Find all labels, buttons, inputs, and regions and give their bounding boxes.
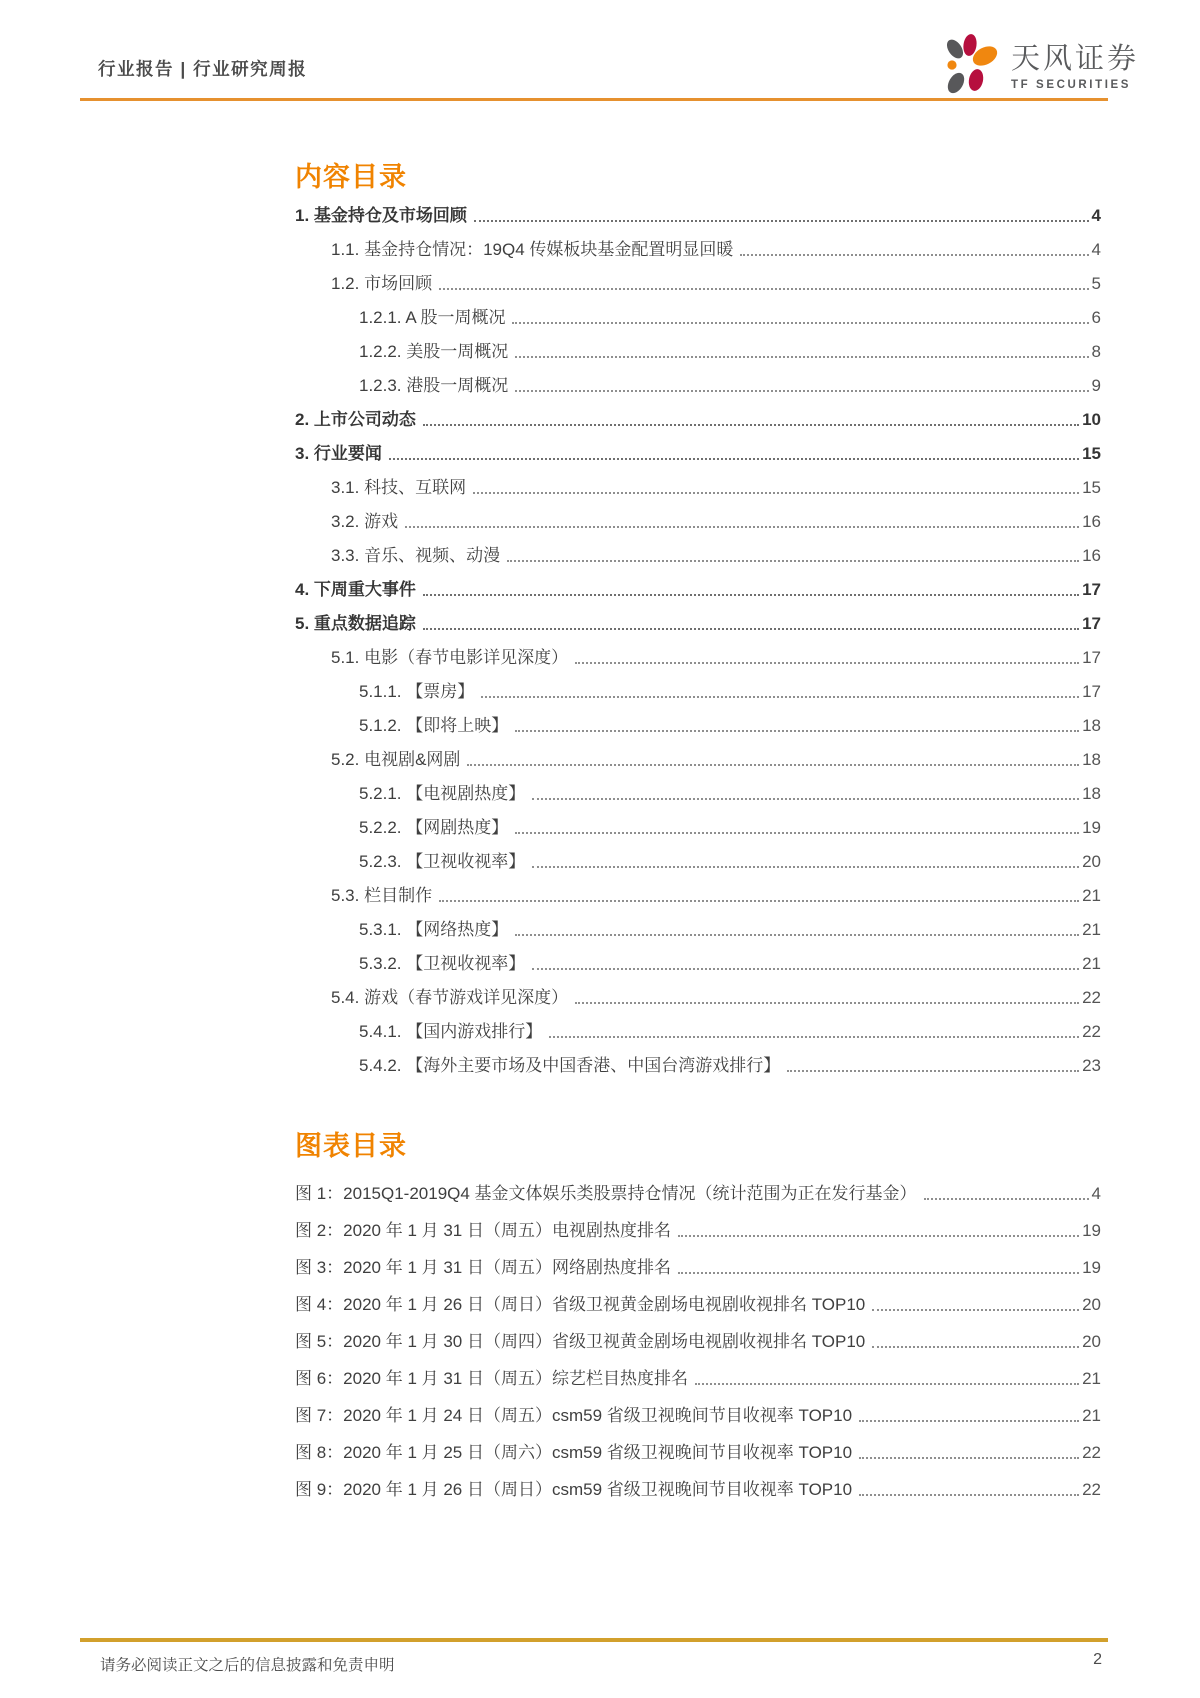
dot-leader (859, 1420, 1079, 1422)
logo-text (1011, 44, 1139, 91)
figure-entry[interactable] (295, 1470, 1101, 1507)
toc-entry[interactable] (295, 266, 1101, 300)
toc-entry-label: 5.2. 电视剧&网剧 (331, 750, 461, 770)
figure-entry-page: 22 (1082, 1480, 1101, 1500)
tf-flower-icon (942, 33, 1002, 102)
toc-entry[interactable] (295, 946, 1101, 980)
figure-entry-page: 20 (1082, 1332, 1101, 1352)
toc-entry[interactable] (295, 1048, 1101, 1082)
dot-leader (405, 526, 1079, 528)
dot-leader (532, 866, 1079, 868)
dot-leader (474, 220, 1089, 222)
toc-entry-page: 17 (1082, 682, 1101, 702)
header-rule (80, 98, 1108, 101)
toc-entry-page: 21 (1082, 920, 1101, 940)
footer-disclaimer: 请务必阅读正文之后的信息披露和免责申明 (100, 1657, 395, 1674)
toc-entry-label: 5.2.3. 【卫视收视率】 (359, 852, 526, 872)
dot-leader (549, 1036, 1079, 1038)
toc-entry-label: 1.2.1. A 股一周概况 (359, 308, 506, 328)
figure-entry-page: 4 (1091, 1184, 1101, 1204)
toc-entry-label: 3. 行业要闻 (295, 444, 382, 464)
dot-leader (507, 560, 1079, 562)
toc-entry-label: 2. 上市公司动态 (295, 410, 416, 430)
toc-list (295, 198, 1101, 1082)
dot-leader (481, 696, 1079, 698)
dot-leader (512, 322, 1088, 324)
dot-leader (515, 390, 1088, 392)
toc-entry[interactable] (295, 334, 1101, 368)
figure-entry-label: 图 3：2020 年 1 月 31 日（周五）网络剧热度排名 (295, 1258, 671, 1278)
toc-entry[interactable] (295, 844, 1101, 878)
figure-entry[interactable] (295, 1174, 1101, 1211)
toc-entry-label: 5.4.2. 【海外主要市场及中国香港、中国台湾游戏排行】 (359, 1056, 781, 1076)
toc-entry-page: 16 (1082, 512, 1101, 532)
dot-leader (924, 1198, 1089, 1200)
figure-entry-page: 21 (1082, 1369, 1101, 1389)
toc-entry-label: 4. 下周重大事件 (295, 580, 416, 600)
toc-entry[interactable] (295, 470, 1101, 504)
dot-leader (423, 424, 1079, 426)
toc-entry-label: 1. 基金持仓及市场回顾 (295, 206, 467, 226)
toc-entry-page: 22 (1082, 988, 1101, 1008)
dot-leader (740, 254, 1088, 256)
toc-entry-page: 18 (1082, 716, 1101, 736)
figure-entry-label: 图 4：2020 年 1 月 26 日（周日）省级卫视黄金剧场电视剧收视排名 TOP10 (295, 1295, 866, 1315)
figure-entry[interactable] (295, 1285, 1101, 1322)
toc-entry-label: 5.1. 电影（春节电影详见深度） (331, 648, 569, 668)
dot-leader (787, 1070, 1079, 1072)
toc-entry-page: 8 (1091, 342, 1101, 362)
dot-leader (515, 832, 1079, 834)
toc-entry-page: 10 (1082, 410, 1101, 430)
figure-entry-label: 图 8：2020 年 1 月 25 日（周六）csm59 省级卫视晚间节目收视率 TOP10 (295, 1443, 853, 1463)
toc-entry[interactable] (295, 436, 1101, 470)
dot-leader (859, 1457, 1079, 1459)
figure-entry-page: 19 (1082, 1258, 1101, 1278)
figure-entry[interactable] (295, 1396, 1101, 1433)
figure-entry-label: 图 6：2020 年 1 月 31 日（周五）综艺栏目热度排名 (295, 1369, 688, 1389)
toc-entry-page: 17 (1082, 648, 1101, 668)
dot-leader (859, 1494, 1079, 1496)
toc-entry-label: 5.3.2. 【卫视收视率】 (359, 954, 526, 974)
dot-leader (532, 968, 1079, 970)
tf-securities-logo (942, 33, 1139, 102)
toc-entry-page: 4 (1091, 240, 1101, 260)
page-number: 2 (1093, 1651, 1102, 1668)
brand-name-cn: 天风证券 (1011, 43, 1140, 76)
toc-entry-label: 3.1. 科技、互联网 (331, 478, 467, 498)
toc-entry-page: 18 (1082, 784, 1101, 804)
dot-leader (515, 934, 1079, 936)
toc-entry-label: 5.3. 栏目制作 (331, 886, 433, 906)
figure-entry[interactable] (295, 1211, 1101, 1248)
dot-leader (515, 356, 1088, 358)
toc-entry-label: 5.1.2. 【即将上映】 (359, 716, 509, 736)
figure-entry-label: 图 5：2020 年 1 月 30 日（周四）省级卫视黄金剧场电视剧收视排名 TOP10 (295, 1332, 866, 1352)
toc-entry-page: 4 (1091, 206, 1101, 226)
toc-entry-label: 1.2.2. 美股一周概况 (359, 342, 509, 362)
figure-entry-label: 图 2：2020 年 1 月 31 日（周五）电视剧热度排名 (295, 1221, 671, 1241)
dot-leader (872, 1346, 1079, 1348)
figure-entry[interactable] (295, 1322, 1101, 1359)
toc-entry-label: 5.2.2. 【网剧热度】 (359, 818, 509, 838)
figure-entry[interactable] (295, 1248, 1101, 1285)
figure-entry[interactable] (295, 1359, 1101, 1396)
figure-directory-title: 图表目录 (295, 1131, 407, 1161)
toc-entry-page: 15 (1082, 478, 1101, 498)
toc-entry[interactable] (295, 504, 1101, 538)
toc-entry[interactable] (295, 980, 1101, 1014)
toc-entry[interactable] (295, 198, 1101, 232)
toc-entry-page: 5 (1091, 274, 1101, 294)
dot-leader (678, 1272, 1079, 1274)
dot-leader (872, 1309, 1079, 1311)
toc-entry-page: 20 (1082, 852, 1101, 872)
toc-entry-label: 5.4.1. 【国内游戏排行】 (359, 1022, 543, 1042)
toc-entry-page: 9 (1091, 376, 1101, 396)
toc-entry-page: 22 (1082, 1022, 1101, 1042)
toc-entry-label: 3.2. 游戏 (331, 512, 399, 532)
toc-entry[interactable] (295, 232, 1101, 266)
toc-entry-label: 1.1. 基金持仓情况：19Q4 传媒板块基金配置明显回暖 (331, 240, 734, 260)
toc-entry-page: 21 (1082, 886, 1101, 906)
dot-leader (439, 288, 1088, 290)
toc-entry[interactable] (295, 912, 1101, 946)
dot-leader (575, 662, 1079, 664)
brand-name-en: TF SECURITIES (1011, 78, 1132, 91)
toc-entry-label: 5. 重点数据追踪 (295, 614, 416, 634)
toc-entry[interactable] (295, 742, 1101, 776)
toc-entry-label: 3.3. 音乐、视频、动漫 (331, 546, 501, 566)
figure-entry-page: 21 (1082, 1406, 1101, 1426)
toc-entry[interactable] (295, 708, 1101, 742)
toc-entry[interactable] (295, 402, 1101, 436)
dot-leader (473, 492, 1079, 494)
toc-entry[interactable] (295, 572, 1101, 606)
figure-entry-label: 图 9：2020 年 1 月 26 日（周日）csm59 省级卫视晚间节目收视率 TOP10 (295, 1480, 853, 1500)
figure-entry-label: 图 1：2015Q1-2019Q4 基金文体娱乐类股票持仓情况（统计范围为正在发行基金） (295, 1184, 917, 1204)
dot-leader (532, 798, 1079, 800)
toc-title: 内容目录 (295, 162, 407, 192)
dot-leader (423, 594, 1079, 596)
toc-entry-page: 6 (1091, 308, 1101, 328)
dot-leader (467, 764, 1079, 766)
toc-entry-page: 16 (1082, 546, 1101, 566)
dot-leader (423, 628, 1079, 630)
toc-entry[interactable] (295, 1014, 1101, 1048)
toc-entry-page: 23 (1082, 1056, 1101, 1076)
figure-entry-page: 19 (1082, 1221, 1101, 1241)
toc-entry-label: 5.3.1. 【网络热度】 (359, 920, 509, 940)
toc-entry-page: 21 (1082, 954, 1101, 974)
toc-entry-label: 5.1.1. 【票房】 (359, 682, 475, 702)
dot-leader (515, 730, 1079, 732)
toc-entry[interactable] (295, 538, 1101, 572)
toc-entry[interactable] (295, 606, 1101, 640)
report-category: 行业报告 | 行业研究周报 (98, 59, 308, 79)
toc-entry[interactable] (295, 810, 1101, 844)
figure-list (295, 1174, 1101, 1507)
toc-entry[interactable] (295, 674, 1101, 708)
toc-entry-page: 18 (1082, 750, 1101, 770)
dot-leader (389, 458, 1079, 460)
figure-entry[interactable] (295, 1433, 1101, 1470)
figure-entry-page: 22 (1082, 1443, 1101, 1463)
toc-entry[interactable] (295, 776, 1101, 810)
footer-rule (80, 1638, 1108, 1642)
toc-entry[interactable] (295, 878, 1101, 912)
figure-entry-label: 图 7：2020 年 1 月 24 日（周五）csm59 省级卫视晚间节目收视率 TOP10 (295, 1406, 853, 1426)
toc-entry-label: 5.2.1. 【电视剧热度】 (359, 784, 526, 804)
toc-entry-label: 1.2.3. 港股一周概况 (359, 376, 509, 396)
toc-entry-page: 17 (1082, 580, 1101, 600)
toc-entry-page: 15 (1082, 444, 1101, 464)
dot-leader (439, 900, 1079, 902)
figure-entry-page: 20 (1082, 1295, 1101, 1315)
dot-leader (678, 1235, 1079, 1237)
toc-entry-page: 19 (1082, 818, 1101, 838)
toc-entry[interactable] (295, 300, 1101, 334)
toc-entry[interactable] (295, 368, 1101, 402)
toc-entry-label: 5.4. 游戏（春节游戏详见深度） (331, 988, 569, 1008)
toc-entry[interactable] (295, 640, 1101, 674)
toc-entry-label: 1.2. 市场回顾 (331, 274, 433, 294)
dot-leader (575, 1002, 1079, 1004)
toc-entry-page: 17 (1082, 614, 1101, 634)
dot-leader (695, 1383, 1079, 1385)
